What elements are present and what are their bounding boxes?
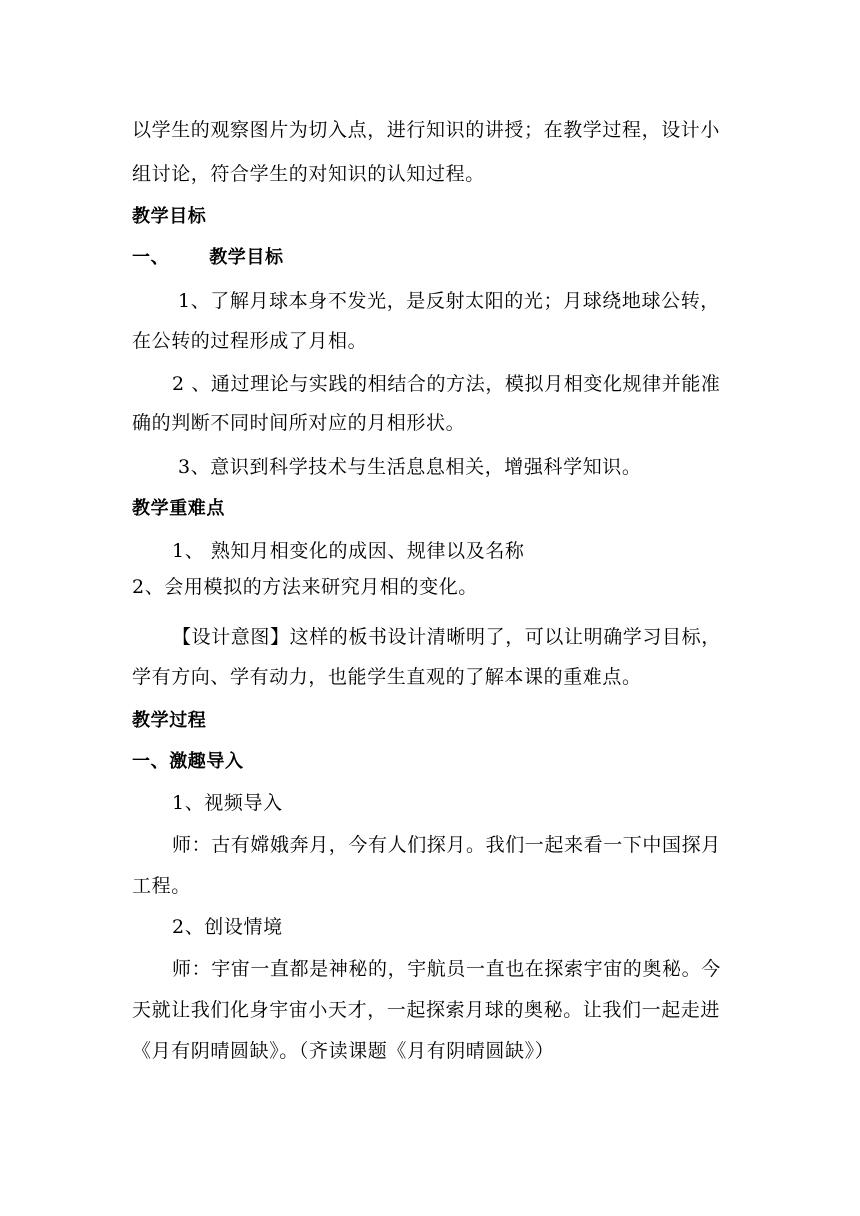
keypoint-line: 1、 熟知月相变化的成因、规律以及名称 bbox=[172, 540, 525, 562]
objective-line: 1、了解月球本身不发光，是反射太阳的光；月球绕地球公转， bbox=[178, 290, 720, 312]
objective-line: 2 、通过理论与实践的相结合的方法，模拟月相变化规律并能准 bbox=[172, 373, 721, 395]
paragraph-line: 师：宇宙一直都是神秘的，宇航员一直也在探索宇宙的奥秘。今 bbox=[172, 958, 721, 980]
paragraph-line: 《月有阴晴圆缺》。（齐读课题《月有阴晴圆缺》） bbox=[132, 1040, 555, 1062]
objective-line: 3、意识到科学技术与生活息息相关，增强科学知识。 bbox=[178, 456, 642, 478]
keypoint-line: 2、会用模拟的方法来研究月相的变化。 bbox=[132, 576, 478, 598]
paragraph-line: 组讨论，符合学生的对知识的认知过程。 bbox=[132, 163, 485, 185]
step-heading: 2、创设情境 bbox=[172, 916, 283, 938]
section-heading: 教学目标 bbox=[132, 206, 207, 227]
heading-text: 教学目标 bbox=[209, 247, 284, 268]
section-heading: 教学重难点 bbox=[132, 498, 225, 519]
section-heading: 教学过程 bbox=[132, 710, 207, 731]
step-heading: 1、视频导入 bbox=[172, 792, 283, 814]
heading-number: 一、 bbox=[132, 247, 170, 268]
objective-line: 在公转的过程形成了月相。 bbox=[132, 330, 368, 352]
paragraph-line: 师：古有嫦娥奔月，今有人们探月。我们一起来看一下中国探月 bbox=[172, 834, 721, 856]
paragraph-line: 天就让我们化身宇宙小天才，一起探索月球的奥秘。让我们一起走进 bbox=[132, 999, 721, 1021]
subsection-heading bbox=[132, 245, 284, 271]
objective-line: 确的判断不同时间所对应的月相形状。 bbox=[132, 412, 466, 434]
subsection-heading: 一、激趣导入 bbox=[132, 751, 244, 772]
design-intent-line: 【设计意图】这样的板书设计清晰明了，可以让明确学习目标， bbox=[172, 626, 721, 648]
design-intent-line: 学有方向、学有动力，也能学生直观的了解本课的重难点。 bbox=[132, 666, 642, 688]
paragraph-line: 工程。 bbox=[132, 875, 191, 897]
paragraph-line: 以学生的观察图片为切入点，进行知识的讲授；在教学过程，设计小 bbox=[132, 119, 721, 141]
